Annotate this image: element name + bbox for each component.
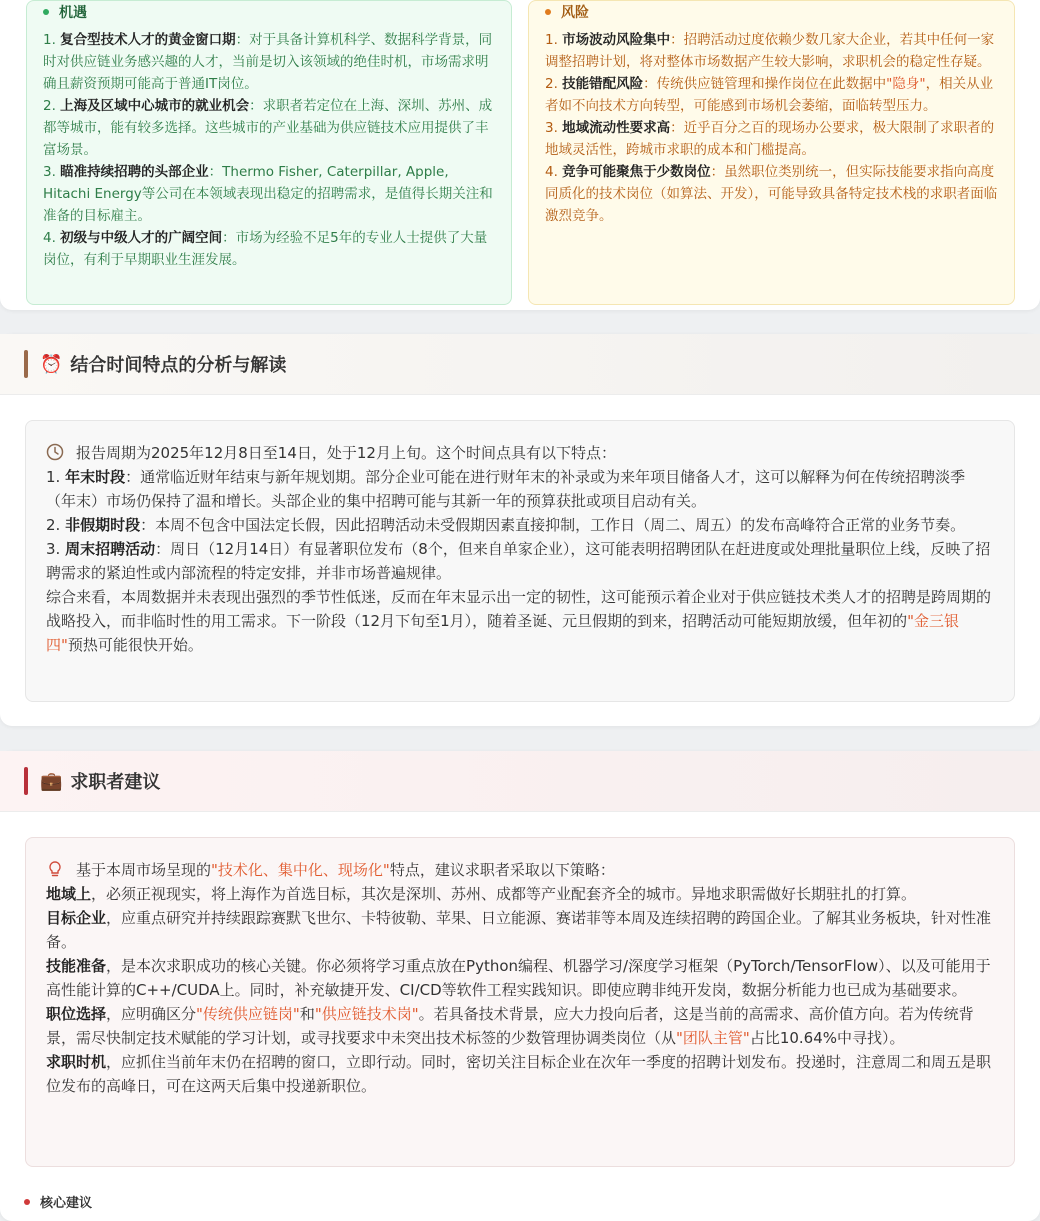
intro-paragraph: [46, 858, 994, 882]
swot-card: [0, 0, 1040, 310]
advice-text: ，应重点研究并持续跟踪赛默飞世尔、卡特彼勒、苹果、日立能源、赛诺菲等本周及连续招聘的跨国企业。了解其业务板块，针对性准备。: [46, 909, 992, 951]
opportunities-heading: [43, 5, 495, 19]
item-text: ：求职者若定位在上海、深圳、苏州、成都等城市，能有较多选择。这些城市的产业基础为供应链技术应用提供了丰富场景。: [43, 98, 493, 158]
item-text: ，相关从业者如不向技术方向转型，可能感到市场机会萎缩，面临转型压力。: [545, 76, 994, 114]
advice-text: 和: [299, 1005, 315, 1023]
highlight-text: "传统供应链岗": [196, 1005, 300, 1023]
highlight-text: "供应链技术岗": [314, 1005, 419, 1023]
advice-title: 求职时机: [46, 1053, 107, 1071]
bullet-dot-icon: [43, 9, 49, 15]
intro-text: 特点，建议求职者采取以下策略：: [389, 861, 615, 879]
point-text: ：周日（12月14日）有显著职位发布（8个，但来自单家企业），这可能表明招聘团队在赶进度或处理批量职位上线，反映了招聘需求的紧迫性或内部流程的特定安排，并非市场普遍规律。: [46, 540, 991, 582]
list-item: 4. 竞争可能聚焦于少数岗位：虽然职位类别统一，但实际技能要求指向高度同质化的技术岗位（如算法、开发），可能导致具备特定技术栈的求职者面临激烈竞争。: [545, 164, 998, 224]
advice-text: 占比10.64%中寻找）。: [749, 1029, 905, 1047]
point-item: 1. 年末时段：通常临近财年结束与新年规划期。部分企业可能在进行财年末的补录或为来年项目储备人才，这可以解释为何在传统招聘淡季（年末）市场仍保持了温和增长。头部企业的集中招聘可能与其新一年的预算获批或项目启动有关。: [46, 468, 966, 510]
alarm-clock-icon: ⏰: [40, 353, 63, 375]
intro-paragraph: [46, 441, 994, 465]
item-title: 市场波动风险集中: [562, 32, 671, 48]
point-text: ：本周不包含中国法定长假，因此招聘活动未受假期因素直接抑制，工作日（周二、周五）的发布高峰符合正常的业务节奏。: [140, 516, 966, 534]
list-item: 2. 上海及区域中心城市的就业机会：求职者若定位在上海、深圳、苏州、成都等城市，能有较多选择。这些城市的产业基础为供应链技术应用提供了丰富场景。: [43, 98, 493, 158]
time-analysis-section: [0, 334, 1040, 726]
risks-heading: [545, 5, 998, 19]
risks-list: [545, 29, 998, 227]
opportunities-panel: [26, 0, 512, 305]
bullet-dot-icon: [545, 9, 551, 15]
list-item: 3. 地域流动性要求高：近乎百分之百的现场办公要求，极大限制了求职者的地域灵活性，跨城市求职的成本和门槛提高。: [545, 120, 995, 158]
section-accent-bar: [24, 350, 28, 378]
intro-text: 基于本周市场呈现的: [76, 861, 212, 879]
item-title: 技能错配风险: [562, 76, 644, 92]
advice-title: 目标企业: [46, 909, 107, 927]
item-text: ：对于具备计算机科学、数据科学背景，同时对供应链业务感兴趣的人才，当前是切入该领域的绝佳时机，市场需求明确且薪资预期可能高于普通IT岗位。: [43, 32, 493, 92]
list-item: 2. 技能错配风险：传统供应链管理和操作岗位在此数据中"隐身"，相关从业者如不向技术方向转型，可能感到市场机会萎缩，面临转型压力。: [545, 76, 994, 114]
point-title: 周末招聘活动: [65, 540, 156, 558]
item-text: ：市场为经验不足5年的专业人士提供了大量岗位，有利于早期职业生涯发展。: [43, 230, 488, 268]
point-title: 非假期时段: [65, 516, 141, 534]
job-seeker-advice-section: [0, 751, 1040, 1221]
advice-title: 职位选择: [46, 1005, 107, 1023]
list-item: 3. 瞄准持续招聘的头部企业：Thermo Fisher, Caterpillar, Apple, Hitachi Energy等公司在本领域表现出稳定的招聘需求，是值得长期关注和准备的目标雇主。: [43, 164, 493, 224]
item-text: ：虽然职位类别统一，但实际技能要求指向高度同质化的技术岗位（如算法、开发），可能导致具备特定技术栈的求职者面临激烈竞争。: [545, 164, 998, 224]
section-title: [40, 768, 160, 794]
risks-panel: [528, 0, 1015, 305]
list-item: 1. 市场波动风险集中：招聘活动过度依赖少数几家大企业，若其中任何一家调整招聘计划，将对整体市场数据产生较大影响，求职机会的稳定性存疑。: [545, 32, 995, 70]
lightbulb-icon: [46, 860, 64, 878]
item-title: 地域流动性要求高: [562, 120, 671, 136]
advice-box: [25, 837, 1015, 1167]
section-title: [40, 351, 286, 377]
intro-text: 报告周期为2025年12月8日至14日，处于12月上旬。这个时间点具有以下特点：: [76, 444, 616, 462]
item-title: 初级与中级人才的广阔空间: [60, 230, 223, 246]
highlight-text: "隐身": [886, 76, 926, 92]
item-title: 竞争可能聚焦于少数岗位: [562, 164, 711, 180]
item-title: 复合型技术人才的黄金窗口期: [60, 32, 236, 48]
point-item: 2. 非假期时段：本周不包含中国法定长假，因此招聘活动未受假期因素直接抑制，工作日（周二、周五）的发布高峰符合正常的业务节奏。: [46, 516, 966, 534]
point-text: ：通常临近财年结束与新年规划期。部分企业可能在进行财年末的补录或为来年项目储备人才，这可以解释为何在传统招聘淡季（年末）市场仍保持了温和增长。头部企业的集中招聘可能与其新一年的预算获批或项目启动有关。: [46, 468, 966, 510]
advice-item: [46, 1050, 994, 1098]
advice-item: [46, 954, 994, 1002]
point-title: 年末时段: [65, 468, 126, 486]
time-analysis-box: [25, 420, 1015, 702]
highlight-text: "金三银四": [46, 612, 960, 654]
list-item: 1. 复合型技术人才的黄金窗口期：对于具备计算机科学、数据科学背景，同时对供应链业务感兴趣的人才，当前是切入该领域的绝佳时机，市场需求明确且薪资预期可能高于普通IT岗位。: [43, 32, 493, 92]
highlight-text: "技术化、集中化、现场化": [211, 861, 390, 879]
section-title-text: 求职者建议: [70, 772, 161, 793]
point-item: 3. 周末招聘活动：周日（12月14日）有显著职位发布（8个，但来自单家企业），这可能表明招聘团队在赶进度或处理批量职位上线，反映了招聘需求的紧迫性或内部流程的特定安排，并非市场普遍规律。: [46, 540, 991, 582]
item-text: ：Thermo Fisher, Caterpillar, Apple, Hitachi Energy等公司在本领域表现出稳定的招聘需求，是值得长期关注和准备的目标雇主。: [43, 164, 493, 224]
advice-title: 地域上: [46, 885, 92, 903]
advice-item: [46, 882, 994, 906]
opportunities-title: 机遇: [59, 5, 87, 21]
section-title-text: 结合时间特点的分析与解读: [70, 355, 287, 376]
core-advice-label: [24, 1192, 92, 1211]
item-text: ：传统供应链管理和操作岗位在此数据中: [643, 76, 887, 92]
advice-text: ，是本次求职成功的核心关键。你必须将学习重点放在Python编程、机器学习/深度学习框架（PyTorch/TensorFlow）、以及可能用于高性能计算的C++/CUDA上。同时，补充敏捷开发、CI/CD等软件工程实践知识。即使应聘非纯开发岗，数据分析能力也已成为基础要求。: [46, 957, 991, 999]
item-text: ：招聘活动过度依赖少数几家大企业，若其中任何一家调整招聘计划，将对整体市场数据产生较大影响，求职机会的稳定性存疑。: [545, 32, 995, 70]
item-title: 瞄准持续招聘的头部企业: [60, 164, 209, 180]
risks-title: 风险: [561, 5, 589, 21]
advice-text: ，必须正视现实，将上海作为首选目标，其次是深圳、苏州、成都等产业配套齐全的城市。异地求职需做好长期驻扎的打算。: [91, 885, 917, 903]
core-advice-text: 核心建议: [40, 1196, 93, 1211]
section-accent-bar: [24, 767, 28, 795]
summary-text: 预热可能很快开始。: [67, 636, 203, 654]
briefcase-icon: 💼: [40, 770, 63, 792]
advice-item: [46, 906, 994, 954]
opportunities-list: [43, 29, 495, 271]
clock-icon: [46, 443, 64, 461]
advice-text: ，应明确区分: [106, 1005, 197, 1023]
section-header: [0, 334, 1040, 395]
list-item: 4. 初级与中级人才的广阔空间：市场为经验不足5年的专业人士提供了大量岗位，有利于早期职业生涯发展。: [43, 230, 488, 268]
advice-item: [46, 1002, 994, 1050]
item-text: ：近乎百分之百的现场办公要求，极大限制了求职者的地域灵活性，跨城市求职的成本和门槛提高。: [545, 120, 995, 158]
item-title: 上海及区域中心城市的就业机会: [60, 98, 250, 114]
bullet-dot-icon: [24, 1199, 30, 1205]
advice-text: ，应抓住当前年末仍在招聘的窗口，立即行动。同时，密切关注目标企业在次年一季度的招聘计划发布。投递时，注意周二和周五是职位发布的高峰日，可在这两天后集中投递新职位。: [46, 1053, 992, 1095]
advice-title: 技能准备: [46, 957, 107, 975]
highlight-text: "团队主管": [676, 1029, 750, 1047]
summary-text: 综合来看，本周数据并未表现出强烈的季节性低迷，反而在年末显示出一定的韧性，这可能预示着企业对于供应链技术类人才的招聘是跨周期的战略投入，而非临时性的用工需求。下一阶段（12月下旬至1月），随着圣诞、元旦假期的到来，招聘活动可能短期放缓，但年初的: [46, 588, 992, 630]
section-header: [0, 751, 1040, 812]
summary-paragraph: [46, 585, 994, 657]
advice-text: 。若具备技术背景，应大力投向后者，这是当前的高需求、高价值方向。若为传统背景，需尽快制定技术赋能的学习计划，或寻找要求中未突出技术标签的少数管理协调类岗位（从: [46, 1005, 974, 1047]
